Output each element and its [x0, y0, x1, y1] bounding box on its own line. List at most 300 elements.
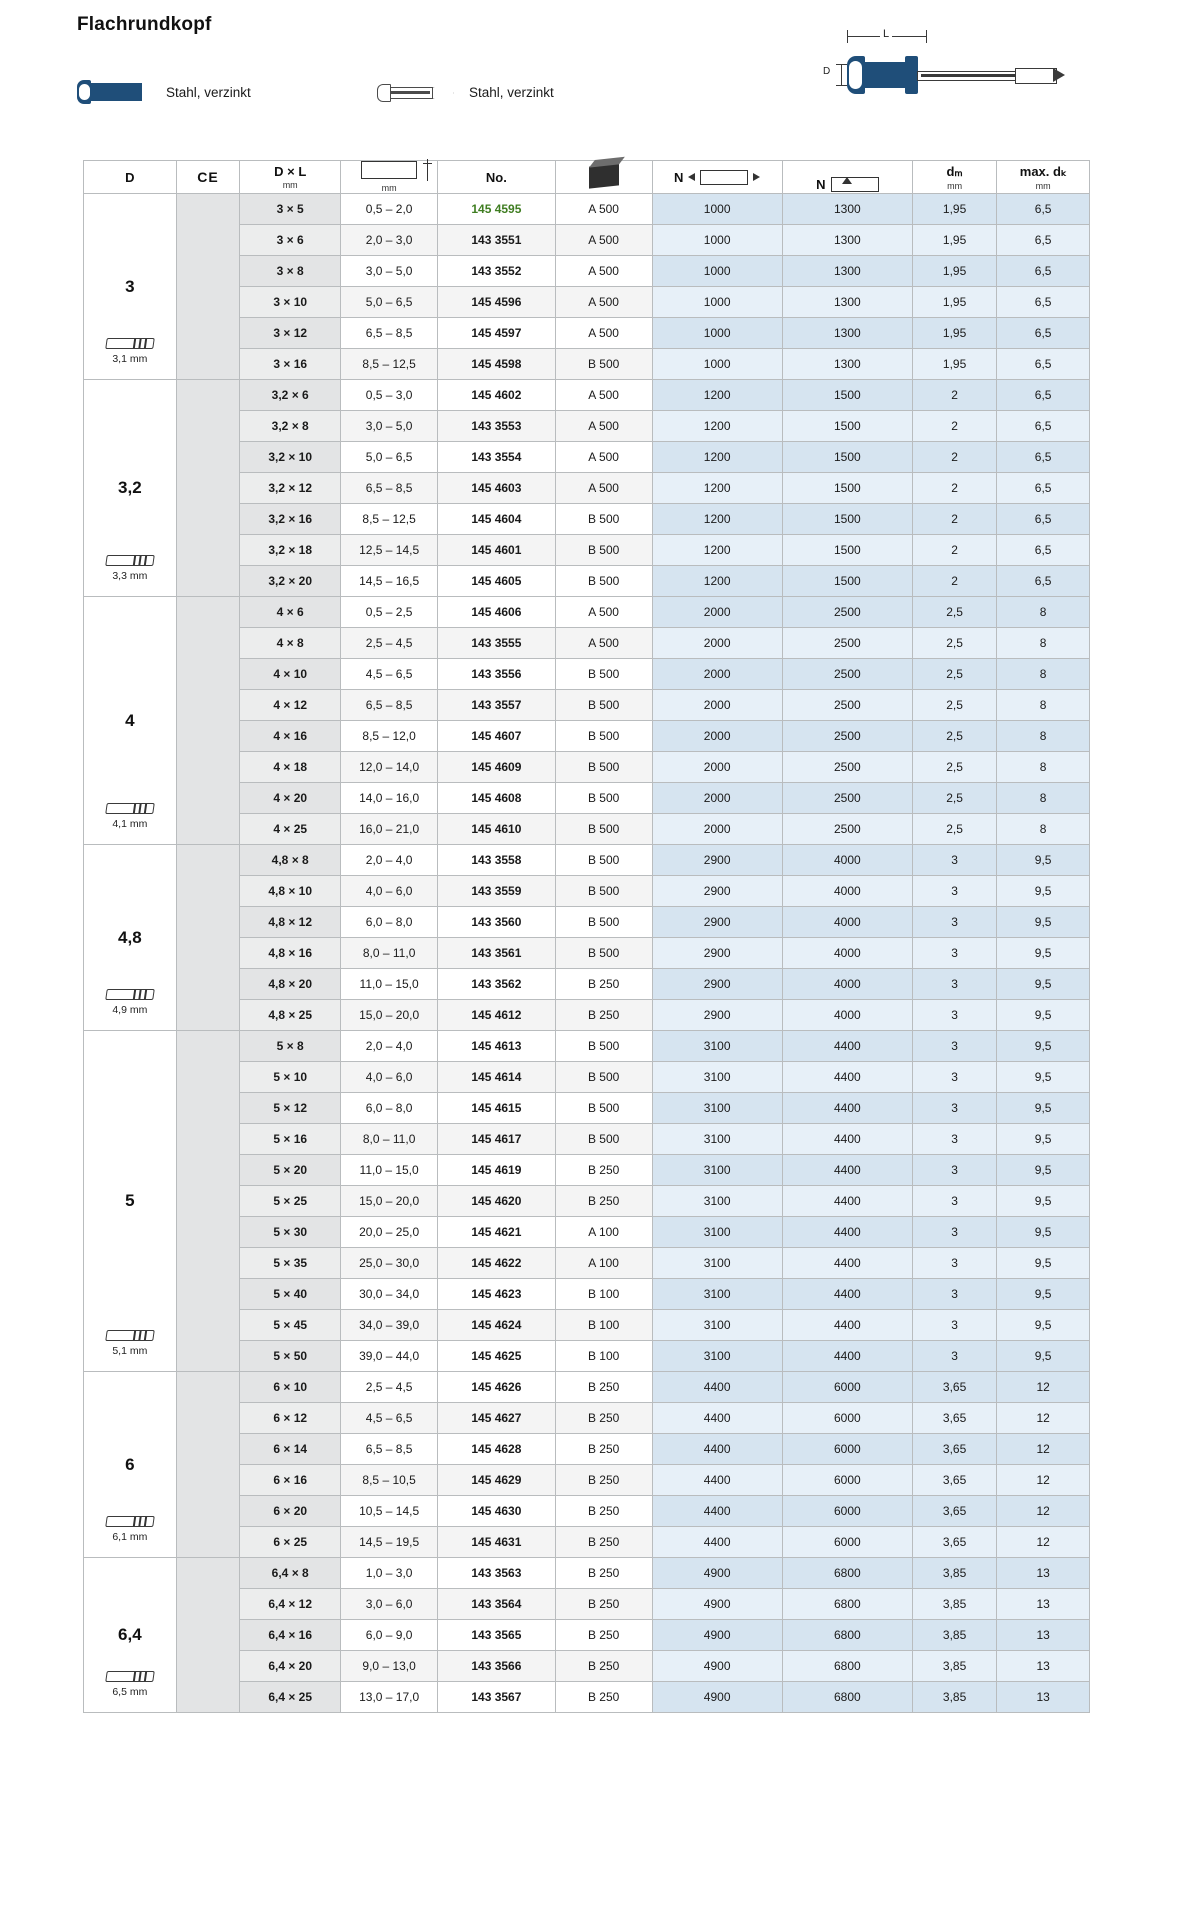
header-ce	[176, 161, 240, 194]
cell-dm: 2,5	[912, 690, 996, 721]
cell-shear-force: 3100	[652, 1279, 782, 1310]
cell-dm: 3	[912, 969, 996, 1000]
cell-grip-range: 15,0 – 20,0	[341, 1000, 438, 1031]
cell-article-no: 145 4613	[438, 1031, 556, 1062]
header-d-x-l: D × L mm	[240, 161, 341, 194]
cell-shear-force: 2900	[652, 907, 782, 938]
cell-packaging: A 500	[555, 411, 652, 442]
cell-grip-range: 8,5 – 10,5	[341, 1465, 438, 1496]
cell-d-x-l: 6,4 × 25	[240, 1682, 341, 1713]
cell-d-x-l: 3 × 8	[240, 256, 341, 287]
cell-shear-force: 3100	[652, 1217, 782, 1248]
diameter-group-cell	[84, 194, 177, 380]
cell-packaging: A 500	[555, 318, 652, 349]
cell-article-no: 145 4630	[438, 1496, 556, 1527]
cell-dm: 2,5	[912, 721, 996, 752]
cell-dm: 3	[912, 1186, 996, 1217]
diameter-group-cell	[84, 380, 177, 597]
cell-d-x-l: 3,2 × 18	[240, 535, 341, 566]
cell-grip-range: 0,5 – 3,0	[341, 380, 438, 411]
table-header	[84, 161, 1090, 194]
cell-grip-range: 0,5 – 2,0	[341, 194, 438, 225]
cell-dm: 2	[912, 504, 996, 535]
cell-shear-force: 4400	[652, 1403, 782, 1434]
cell-dm: 3	[912, 1310, 996, 1341]
cell-article-no: 145 4595	[438, 194, 556, 225]
cell-max-dk: 6,5	[997, 287, 1090, 318]
cell-dm: 2,5	[912, 597, 996, 628]
cell-article-no: 143 3557	[438, 690, 556, 721]
cell-article-no: 143 3558	[438, 845, 556, 876]
cell-dm: 3	[912, 1031, 996, 1062]
cell-shear-force: 2900	[652, 1000, 782, 1031]
cell-shear-force: 4400	[652, 1496, 782, 1527]
package-box-icon	[589, 163, 619, 188]
cell-grip-range: 6,5 – 8,5	[341, 690, 438, 721]
cell-d-x-l: 4 × 25	[240, 814, 341, 845]
diameter-value: 6,4	[118, 1625, 142, 1644]
cell-dm: 3	[912, 1279, 996, 1310]
cell-d-x-l: 6,4 × 12	[240, 1589, 341, 1620]
cell-dm: 2	[912, 566, 996, 597]
cell-tensile-force: 4400	[782, 1217, 912, 1248]
cell-packaging: B 250	[555, 1434, 652, 1465]
cell-grip-range: 6,0 – 8,0	[341, 1093, 438, 1124]
cell-dm: 3	[912, 845, 996, 876]
drill-size: 6,5 mm	[106, 1671, 154, 1698]
cell-grip-range: 11,0 – 15,0	[341, 1155, 438, 1186]
drill-bit-icon	[105, 803, 155, 814]
cell-d-x-l: 4,8 × 12	[240, 907, 341, 938]
cell-max-dk: 9,5	[997, 1062, 1090, 1093]
cell-article-no: 143 3563	[438, 1558, 556, 1589]
cell-packaging: B 250	[555, 1403, 652, 1434]
cell-grip-range: 3,0 – 5,0	[341, 256, 438, 287]
cell-max-dk: 6,5	[997, 566, 1090, 597]
diameter-group-cell	[84, 1031, 177, 1372]
cell-packaging: B 250	[555, 1372, 652, 1403]
cell-grip-range: 4,0 – 6,0	[341, 876, 438, 907]
cell-d-x-l: 5 × 10	[240, 1062, 341, 1093]
cell-max-dk: 13	[997, 1558, 1090, 1589]
cell-packaging: B 500	[555, 752, 652, 783]
cell-d-x-l: 6 × 10	[240, 1372, 341, 1403]
cell-dm: 3	[912, 1217, 996, 1248]
cell-shear-force: 3100	[652, 1062, 782, 1093]
cell-shear-force: 3100	[652, 1248, 782, 1279]
cell-grip-range: 3,0 – 6,0	[341, 1589, 438, 1620]
cell-d-x-l: 4 × 6	[240, 597, 341, 628]
drill-bit-icon	[105, 1671, 155, 1682]
cell-grip-range: 4,0 – 6,0	[341, 1062, 438, 1093]
header-d: D	[84, 161, 177, 194]
cell-dm: 3	[912, 876, 996, 907]
cell-tensile-force: 1500	[782, 566, 912, 597]
cell-dm: 3	[912, 1062, 996, 1093]
cell-article-no: 143 3552	[438, 256, 556, 287]
drill-size: 6,1 mm	[106, 1516, 154, 1543]
cell-grip-range: 8,0 – 11,0	[341, 1124, 438, 1155]
cell-packaging: B 250	[555, 1558, 652, 1589]
cell-tensile-force: 6800	[782, 1620, 912, 1651]
cell-grip-range: 9,0 – 13,0	[341, 1651, 438, 1682]
cell-dm: 1,95	[912, 256, 996, 287]
cell-grip-range: 0,5 – 2,5	[341, 597, 438, 628]
cell-d-x-l: 5 × 25	[240, 1186, 341, 1217]
header-max-dk: max. dₖ mm	[997, 161, 1090, 194]
cell-shear-force: 1000	[652, 225, 782, 256]
cell-tensile-force: 1500	[782, 473, 912, 504]
cell-d-x-l: 4 × 20	[240, 783, 341, 814]
cell-tensile-force: 2500	[782, 659, 912, 690]
cell-d-x-l: 5 × 16	[240, 1124, 341, 1155]
cell-article-no: 145 4609	[438, 752, 556, 783]
cell-tensile-force: 4000	[782, 845, 912, 876]
table-row	[84, 1372, 1090, 1403]
cell-grip-range: 15,0 – 20,0	[341, 1186, 438, 1217]
cell-d-x-l: 6,4 × 16	[240, 1620, 341, 1651]
cell-tensile-force: 4400	[782, 1124, 912, 1155]
cell-grip-range: 6,5 – 8,5	[341, 318, 438, 349]
cell-tensile-force: 1300	[782, 194, 912, 225]
cell-d-x-l: 5 × 30	[240, 1217, 341, 1248]
cell-article-no: 143 3564	[438, 1589, 556, 1620]
cell-dm: 3	[912, 1124, 996, 1155]
cell-grip-range: 6,0 – 9,0	[341, 1620, 438, 1651]
cell-d-x-l: 4,8 × 16	[240, 938, 341, 969]
cell-max-dk: 13	[997, 1620, 1090, 1651]
cell-tensile-force: 4000	[782, 938, 912, 969]
cell-shear-force: 1200	[652, 380, 782, 411]
cell-dm: 1,95	[912, 194, 996, 225]
cell-article-no: 145 4606	[438, 597, 556, 628]
legend-item	[77, 78, 251, 106]
cell-article-no: 143 3567	[438, 1682, 556, 1713]
cell-article-no: 145 4612	[438, 1000, 556, 1031]
cell-max-dk: 9,5	[997, 876, 1090, 907]
specification-table	[83, 160, 1090, 1713]
cell-grip-range: 12,5 – 14,5	[341, 535, 438, 566]
cell-dm: 1,95	[912, 287, 996, 318]
cell-shear-force: 1200	[652, 442, 782, 473]
cell-packaging: B 250	[555, 969, 652, 1000]
cell-d-x-l: 3 × 12	[240, 318, 341, 349]
diameter-value: 3	[125, 276, 135, 296]
cell-shear-force: 3100	[652, 1093, 782, 1124]
cell-d-x-l: 4 × 18	[240, 752, 341, 783]
cell-packaging: B 250	[555, 1589, 652, 1620]
cell-article-no: 145 4615	[438, 1093, 556, 1124]
cell-max-dk: 9,5	[997, 845, 1090, 876]
cell-grip-range: 6,5 – 8,5	[341, 1434, 438, 1465]
cell-grip-range: 10,5 – 14,5	[341, 1496, 438, 1527]
ce-column-cell	[176, 1558, 240, 1713]
cell-dm: 3	[912, 1000, 996, 1031]
cell-d-x-l: 5 × 12	[240, 1093, 341, 1124]
technical-drawing	[817, 28, 1117, 118]
cell-packaging: B 500	[555, 1093, 652, 1124]
cell-packaging: B 500	[555, 535, 652, 566]
legend-item	[377, 80, 554, 104]
cell-grip-range: 20,0 – 25,0	[341, 1217, 438, 1248]
cell-article-no: 145 4619	[438, 1155, 556, 1186]
cell-d-x-l: 4 × 12	[240, 690, 341, 721]
cell-shear-force: 2900	[652, 845, 782, 876]
cell-article-no: 145 4603	[438, 473, 556, 504]
cell-grip-range: 14,5 – 16,5	[341, 566, 438, 597]
cell-dm: 2	[912, 380, 996, 411]
cell-tensile-force: 6000	[782, 1496, 912, 1527]
cell-d-x-l: 6 × 25	[240, 1527, 341, 1558]
cell-packaging: B 250	[555, 1527, 652, 1558]
cell-packaging: A 500	[555, 597, 652, 628]
table-row	[84, 194, 1090, 225]
cell-packaging: A 500	[555, 287, 652, 318]
cell-shear-force: 4400	[652, 1434, 782, 1465]
cell-shear-force: 2000	[652, 690, 782, 721]
cell-packaging: A 500	[555, 473, 652, 504]
diameter-value: 4,8	[118, 927, 142, 947]
cell-article-no: 145 4623	[438, 1279, 556, 1310]
table-body	[84, 194, 1090, 1713]
cell-tensile-force: 2500	[782, 690, 912, 721]
cell-d-x-l: 6 × 16	[240, 1465, 341, 1496]
cell-tensile-force: 6000	[782, 1434, 912, 1465]
cell-grip-range: 14,0 – 16,0	[341, 783, 438, 814]
cell-d-x-l: 5 × 40	[240, 1279, 341, 1310]
ce-column-cell	[176, 1372, 240, 1558]
cell-max-dk: 9,5	[997, 1186, 1090, 1217]
cell-packaging: B 500	[555, 504, 652, 535]
drill-size: 5,1 mm	[106, 1330, 154, 1357]
cell-packaging: B 100	[555, 1279, 652, 1310]
cell-max-dk: 9,5	[997, 1031, 1090, 1062]
cell-max-dk: 6,5	[997, 349, 1090, 380]
cell-dm: 3	[912, 1155, 996, 1186]
cell-tensile-force: 6800	[782, 1682, 912, 1713]
cell-d-x-l: 4 × 8	[240, 628, 341, 659]
cell-d-x-l: 5 × 50	[240, 1341, 341, 1372]
cell-tensile-force: 1500	[782, 535, 912, 566]
cell-tensile-force: 4400	[782, 1186, 912, 1217]
cell-article-no: 145 4629	[438, 1465, 556, 1496]
cell-grip-range: 34,0 – 39,0	[341, 1310, 438, 1341]
cell-packaging: A 500	[555, 380, 652, 411]
drill-size: 3,3 mm	[106, 555, 154, 582]
cell-dm: 3,65	[912, 1496, 996, 1527]
drill-size: 3,1 mm	[106, 338, 154, 365]
cell-shear-force: 2900	[652, 876, 782, 907]
cell-packaging: B 500	[555, 690, 652, 721]
drill-bit-icon	[105, 989, 155, 1000]
cell-d-x-l: 6 × 14	[240, 1434, 341, 1465]
cell-article-no: 145 4626	[438, 1372, 556, 1403]
cell-shear-force: 1200	[652, 473, 782, 504]
cell-dm: 2	[912, 473, 996, 504]
cell-packaging: B 250	[555, 1496, 652, 1527]
cell-shear-force: 1200	[652, 566, 782, 597]
cell-max-dk: 12	[997, 1496, 1090, 1527]
cell-d-x-l: 4,8 × 25	[240, 1000, 341, 1031]
cell-packaging: A 500	[555, 628, 652, 659]
cell-article-no: 145 4620	[438, 1186, 556, 1217]
cell-tensile-force: 4000	[782, 876, 912, 907]
drill-size: 4,1 mm	[106, 803, 154, 830]
cell-shear-force: 4400	[652, 1465, 782, 1496]
cell-d-x-l: 3 × 10	[240, 287, 341, 318]
cell-d-x-l: 3,2 × 8	[240, 411, 341, 442]
cell-article-no: 145 4610	[438, 814, 556, 845]
cell-max-dk: 6,5	[997, 318, 1090, 349]
cell-dm: 1,95	[912, 225, 996, 256]
cell-grip-range: 12,0 – 14,0	[341, 752, 438, 783]
cell-max-dk: 9,5	[997, 1310, 1090, 1341]
cell-shear-force: 1200	[652, 504, 782, 535]
cell-tensile-force: 6000	[782, 1403, 912, 1434]
drill-size: 4,9 mm	[106, 989, 154, 1016]
cell-packaging: A 500	[555, 194, 652, 225]
cell-article-no: 145 4597	[438, 318, 556, 349]
cell-shear-force: 3100	[652, 1155, 782, 1186]
cell-tensile-force: 1500	[782, 504, 912, 535]
cell-grip-range: 6,0 – 8,0	[341, 907, 438, 938]
cell-shear-force: 3100	[652, 1341, 782, 1372]
cell-packaging: B 250	[555, 1186, 652, 1217]
cell-dm: 2	[912, 411, 996, 442]
cell-shear-force: 2000	[652, 783, 782, 814]
cell-dm: 3	[912, 1248, 996, 1279]
cell-d-x-l: 3,2 × 12	[240, 473, 341, 504]
cell-grip-range: 8,0 – 11,0	[341, 938, 438, 969]
cell-shear-force: 4900	[652, 1558, 782, 1589]
cell-dm: 3,65	[912, 1434, 996, 1465]
cell-packaging: B 250	[555, 1620, 652, 1651]
header-dm: dₘ mm	[912, 161, 996, 194]
cell-max-dk: 8	[997, 659, 1090, 690]
drill-bit-icon	[105, 555, 155, 566]
cell-article-no: 143 3555	[438, 628, 556, 659]
header-grip-range: mm	[341, 161, 438, 194]
cell-article-no: 145 4605	[438, 566, 556, 597]
cell-grip-range: 4,5 – 6,5	[341, 1403, 438, 1434]
cell-article-no: 143 3566	[438, 1651, 556, 1682]
cell-shear-force: 1000	[652, 287, 782, 318]
cell-max-dk: 12	[997, 1527, 1090, 1558]
header-article-no: No.	[438, 161, 556, 194]
cell-packaging: B 250	[555, 1682, 652, 1713]
cell-tensile-force: 1300	[782, 225, 912, 256]
cell-grip-range: 16,0 – 21,0	[341, 814, 438, 845]
diameter-value: 6	[125, 1454, 135, 1474]
diameter-value: 4	[125, 710, 135, 730]
cell-max-dk: 9,5	[997, 1248, 1090, 1279]
dimension-d-label: D	[823, 66, 831, 77]
cell-grip-range: 11,0 – 15,0	[341, 969, 438, 1000]
cell-max-dk: 6,5	[997, 225, 1090, 256]
cell-article-no: 143 3553	[438, 411, 556, 442]
cell-max-dk: 13	[997, 1682, 1090, 1713]
cell-article-no: 145 4627	[438, 1403, 556, 1434]
cell-dm: 1,95	[912, 349, 996, 380]
cell-article-no: 145 4617	[438, 1124, 556, 1155]
cell-d-x-l: 3 × 5	[240, 194, 341, 225]
diameter-value: 3,2	[118, 478, 142, 497]
header-tensile-force: N	[782, 161, 912, 194]
ce-column-cell	[176, 845, 240, 1031]
cell-packaging: A 500	[555, 256, 652, 287]
cell-dm: 2,5	[912, 628, 996, 659]
cell-max-dk: 8	[997, 814, 1090, 845]
cell-tensile-force: 2500	[782, 597, 912, 628]
cell-grip-range: 14,5 – 19,5	[341, 1527, 438, 1558]
cell-shear-force: 2000	[652, 659, 782, 690]
cell-grip-range: 5,0 – 6,5	[341, 442, 438, 473]
cell-article-no: 143 3561	[438, 938, 556, 969]
cell-grip-range: 1,0 – 3,0	[341, 1558, 438, 1589]
cell-tensile-force: 4400	[782, 1279, 912, 1310]
cell-shear-force: 2900	[652, 938, 782, 969]
cell-grip-range: 8,5 – 12,5	[341, 504, 438, 535]
cell-max-dk: 9,5	[997, 1124, 1090, 1155]
legend-item-label: Stahl, verzinkt	[469, 84, 554, 100]
cell-dm: 2,5	[912, 752, 996, 783]
cell-tensile-force: 2500	[782, 628, 912, 659]
cell-max-dk: 12	[997, 1403, 1090, 1434]
cell-packaging: B 500	[555, 721, 652, 752]
cell-grip-range: 30,0 – 34,0	[341, 1279, 438, 1310]
cell-packaging: B 250	[555, 1465, 652, 1496]
cell-max-dk: 9,5	[997, 969, 1090, 1000]
cell-tensile-force: 1300	[782, 287, 912, 318]
cell-max-dk: 13	[997, 1651, 1090, 1682]
cell-packaging: B 500	[555, 876, 652, 907]
cell-d-x-l: 5 × 8	[240, 1031, 341, 1062]
rivet-solid-icon	[77, 78, 152, 106]
cell-grip-range: 8,5 – 12,0	[341, 721, 438, 752]
ce-column-cell	[176, 194, 240, 380]
cell-shear-force: 4900	[652, 1620, 782, 1651]
cell-packaging: A 500	[555, 225, 652, 256]
cell-dm: 3,65	[912, 1527, 996, 1558]
cell-max-dk: 6,5	[997, 380, 1090, 411]
header-shear-force: N	[652, 161, 782, 194]
cell-shear-force: 1200	[652, 411, 782, 442]
cell-grip-range: 6,5 – 8,5	[341, 473, 438, 504]
cell-packaging: B 250	[555, 1155, 652, 1186]
cell-d-x-l: 5 × 35	[240, 1248, 341, 1279]
drill-bit-icon	[105, 1516, 155, 1527]
cell-grip-range: 2,5 – 4,5	[341, 628, 438, 659]
cell-max-dk: 6,5	[997, 411, 1090, 442]
cell-tensile-force: 4400	[782, 1155, 912, 1186]
cell-tensile-force: 4400	[782, 1310, 912, 1341]
cell-max-dk: 6,5	[997, 442, 1090, 473]
cell-article-no: 145 4598	[438, 349, 556, 380]
cell-grip-range: 4,5 – 6,5	[341, 659, 438, 690]
cell-dm: 2	[912, 535, 996, 566]
cell-shear-force: 2000	[652, 752, 782, 783]
cell-packaging: B 500	[555, 349, 652, 380]
cell-shear-force: 2900	[652, 969, 782, 1000]
cell-d-x-l: 3,2 × 6	[240, 380, 341, 411]
table-row	[84, 1031, 1090, 1062]
cell-d-x-l: 5 × 20	[240, 1155, 341, 1186]
cell-tensile-force: 6000	[782, 1527, 912, 1558]
cell-tensile-force: 2500	[782, 721, 912, 752]
cell-dm: 2	[912, 442, 996, 473]
cell-shear-force: 1000	[652, 256, 782, 287]
cell-tensile-force: 4000	[782, 1000, 912, 1031]
